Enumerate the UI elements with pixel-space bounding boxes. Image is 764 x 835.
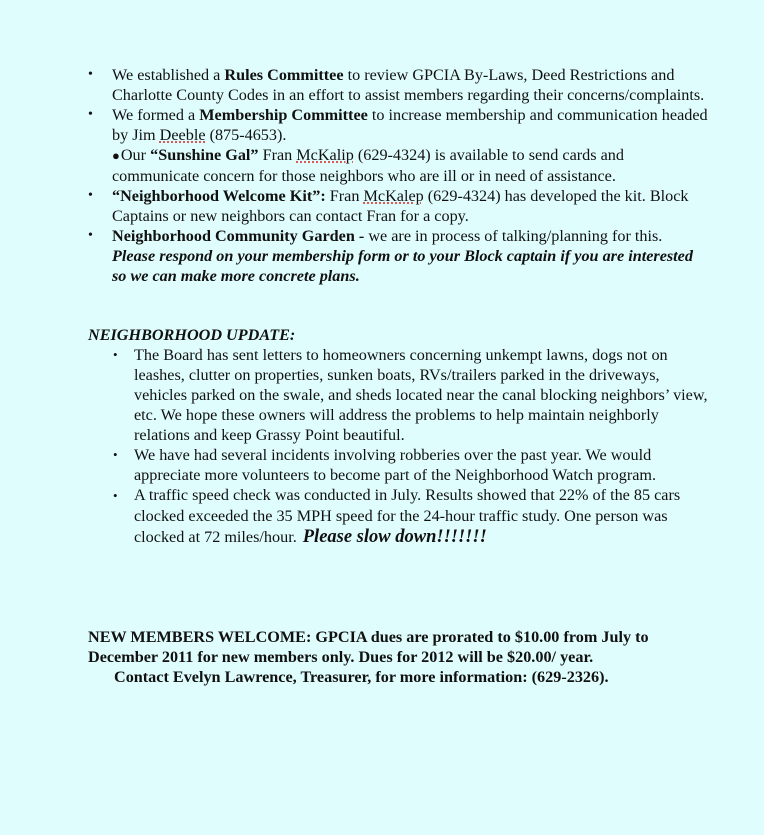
spellcheck-word: Deeble <box>159 126 206 144</box>
bullet-icon: • <box>113 347 118 362</box>
update-list <box>113 345 713 548</box>
rules-committee-label: Rules Committee <box>224 66 344 84</box>
list-item-welcome-kit: • “Neighborhood Welcome Kit”: Fran McKalep (629-4324) has developed the kit. Block Captains or new neighbors can contact Fran for a copy. <box>88 187 689 225</box>
membership-committee-label: Membership Committee <box>199 106 368 124</box>
sunshine-gal-line: ●Our “Sunshine Gal” Fran McKalip (629-4324) is available to send cards and communicate concern for those neighbors who are ill or in need of assistance. <box>112 146 624 185</box>
bullet-icon: • <box>88 67 93 82</box>
bullet-icon: • <box>113 447 118 462</box>
list-item-community-garden: • Neighborhood Community Garden - we are in process of talking/planning for this. Please respond on your membership form or to your Block captain if you are interested so we can make more concrete plans. <box>88 227 693 285</box>
bullet-icon: • <box>88 188 93 203</box>
treasurer-contact: Contact Evelyn Lawrence, Treasurer, for more information: (629-2326). <box>114 668 609 686</box>
slow-down-emphasis: Please slow down!!!!!!! <box>302 527 487 547</box>
bullet-icon: • <box>88 228 93 243</box>
new-members-welcome <box>88 627 688 687</box>
bullet-icon: • <box>113 488 118 503</box>
list-item-board-letters: • The Board has sent letters to homeowners concerning unkempt lawns, dogs not on leashes, clutter on properties, sunken boats, RVs/trailers parked in the driveways, vehicles parked on the swale, and sheds located near the canal blocking neighbors’ view, etc. We hope these owners will address the problems to help maintain neighborly relations and keep Grassy Point beautiful. <box>113 346 708 444</box>
list-item-membership-committee: • We formed a Membership Committee to increase membership and communication headed by Jim Deeble (875-4653). ●Our “Sunshine Gal” Fran McKalip (629-4324) is available to send cards and communicate concern for those neighbors who are ill or in need of assistance. <box>88 106 708 185</box>
spellcheck-word: McKalep <box>363 187 424 205</box>
spellcheck-word: McKalip <box>296 146 354 164</box>
list-item-rules-committee: • We established a Rules Committee to review GPCIA By-Laws, Deed Restrictions and Charlotte County Codes in an effort to assist members regarding their concerns/complaints. <box>88 66 705 104</box>
bullet-icon: • <box>88 107 93 122</box>
bullet-icon: ● <box>112 148 120 163</box>
list-item-traffic-check: • A traffic speed check was conducted in July. Results showed that 22% of the 85 cars clocked exceeded the 35 MPH speed for the 24-hour traffic study. One person was clocked at 72 miles/hour. Please slow down!!!!!!! <box>113 486 681 547</box>
section-heading-neighborhood-update: NEIGHBORHOOD UPDATE: <box>88 326 296 344</box>
welcome-text: NEW MEMBERS WELCOME: GPCIA dues are prorated to $10.00 from July to December 2011 for new members only. Dues for 2012 will be $20.00/ year. <box>88 628 649 666</box>
list-item-robberies: • We have had several incidents involving robberies over the past year. We would appreciate more volunteers to become part of the Neighborhood Watch program. <box>113 446 657 484</box>
committee-list <box>88 65 708 286</box>
